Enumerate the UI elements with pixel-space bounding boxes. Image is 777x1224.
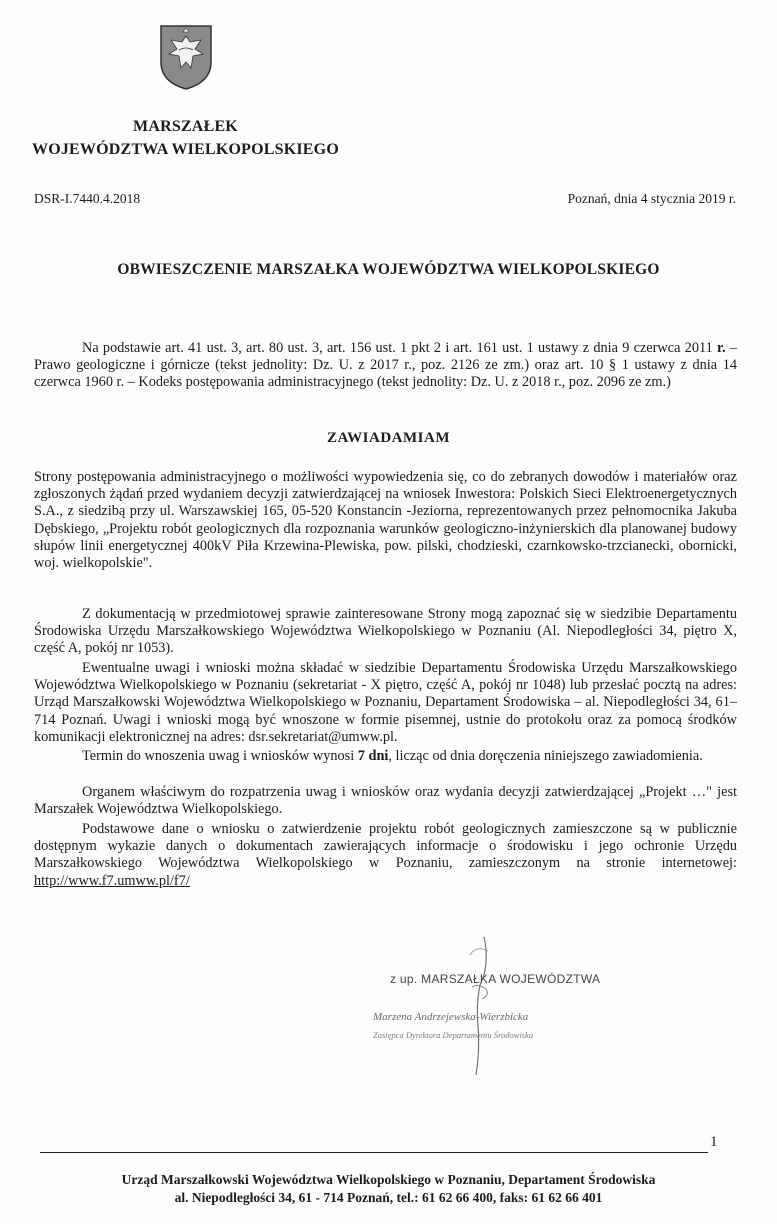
footer-address: al. Niepodległości 34, 61 - 714 Poznań, tel.: 61 62 66 400, faks: 61 62 66 401 <box>174 1190 603 1205</box>
case-number: DSR-I.7440.4.2018 <box>34 191 141 206</box>
footer-divider <box>40 1152 708 1153</box>
legal-basis-bold: r. <box>716 340 726 356</box>
footer-office: Urząd Marszałkowski Województwa Wielkopolskiego w Poznaniu, Departament Środowiska <box>121 1172 656 1187</box>
inform-heading: ZAWIADAMIAM <box>327 430 450 446</box>
comments-text: Ewentualne uwagi i wnioski można składać w siedzibie Departamentu Środowiska Urzędu Marszałkowskiego Województwa Wielkopolskiego w Poznaniu (sekretariat - X piętro, część A, pokój nr 1048) lub przesłać pocztą na adres: Urząd Marszałkowski Województwa Wielkopolskiego w Poznaniu, Departament Środowiska – al. Niepodległości 34, 61–714 Poznań. Uwagi i wnioski mogą być wnoszone w formie pisemnej, ustnie do protokołu oraz za pomocą środków komunikacji elektronicznej na adres: <box>34 660 737 745</box>
signature-scribble <box>350 925 640 1085</box>
signatory-name: Marzena Andrzejewska-Wierzbicka <box>373 1011 529 1023</box>
comments-end: . <box>394 728 398 745</box>
website-link[interactable]: http://www.f7.umww.pl/f7/ <box>34 872 190 889</box>
paragraph-parties: Strony postępowania administracyjnego o możliwości wypowiedzenia się, co do zebranych dowodów i materiałów oraz zgłoszonych żądań przed wydaniem decyzji zatwierdzającej na wniosek Inwestora: Polskich Sieci Elektroenergetycznych S.A., z siedzibą przy ul. Warszawskiej 165, 05-520 Konstancin -Jeziorna, reprezentowanych przez pełnomocnika Jakuba Dębskiego, „Projektu robót geologicznych dla rozpoznania warunków geologiczno-inżynierskich dla planowanej budowy słupów linii energetycznej 400kV Piła Krzewina-Plewiska, pow. pilski, chodzieski, czarnkowsko-trzcianecki, obornicki, woj. wielkopolskie". <box>34 469 737 572</box>
issuer-title-line2: WOJEWÓDZTWA WIELKOPOLSKIEGO <box>32 141 339 158</box>
legal-basis-paragraph <box>34 340 737 392</box>
signature-stamp-line: z up. MARSZAŁKA WOJEWÓDZTWA <box>390 972 601 986</box>
email-address: dsr.sekretariat@umww.pl <box>248 728 395 745</box>
paragraph-deadline <box>34 748 737 765</box>
issuer-title-line1: MARSZAŁEK <box>133 118 238 135</box>
document-title: OBWIESZCZENIE MARSZAŁKA WOJEWÓDZTWA WIELKOPOLSKIEGO <box>117 261 660 278</box>
paragraph-public-data <box>34 821 737 890</box>
legal-basis-text-1: Na podstawie art. 41 ust. 3, art. 80 ust. 3, art. 156 ust. 1 pkt 2 i art. 161 ust. 1 ustawy z dnia 9 czerwca 2011 <box>82 340 717 356</box>
place-date: Poznań, dnia 4 stycznia 2019 r. <box>567 191 736 206</box>
deadline-text: Termin do wnoszenia uwag i wniosków wynosi <box>82 748 358 764</box>
eagle-crest-icon <box>157 22 215 92</box>
paragraph-authority: Organem właściwym do rozpatrzenia uwag i wniosków oraz wydania decyzji zatwierdzającej „Projekt …" jest Marszałek Województwa Wielkopolskiego. <box>34 784 737 818</box>
paragraph-documentation: Z dokumentacją w przedmiotowej sprawie zainteresowane Strony mogą zapoznać się w siedzibie Departamentu Środowiska Urzędu Marszałkowskiego Województwa Wielkopolskiego w Poznaniu (Al. Niepodległości 34, piętro X, część A, pokój nr 1053). <box>34 606 737 657</box>
signatory-role: Zastępca Dyrektora Departamentu Środowiska <box>373 1030 534 1040</box>
legal-basis-text-2: – Prawo geologiczne i górnicze (tekst jednolity: Dz. U. z 2017 r., poz. 2126 ze zm.) oraz art. 10 § 1 ustawy z dnia 14 czerwca 1960 r. – Kodeks postępowania administracyjnego (tekst jednolity: Dz. U. z 2018 r., poz. 2096 ze zm.) <box>34 340 737 391</box>
paragraph-comments <box>34 660 737 746</box>
page-number: 1 <box>710 1134 718 1150</box>
deadline-text-end: , licząc od dnia doręczenia niniejszego zawiadomienia. <box>388 748 703 764</box>
deadline-days: 7 dni <box>357 748 389 764</box>
public-data-text: Podstawowe dane o wniosku o zatwierdzenie projektu robót geologicznych zamieszczone są w publicznie dostępnym wykazie danych o dokumentach zawierających informacje o środowisku i jego ochronie Urzędu Marszałkowskiego Województwa Wielkopolskiego w Poznaniu, zamieszczonym na stronie internetowej: <box>34 821 737 872</box>
